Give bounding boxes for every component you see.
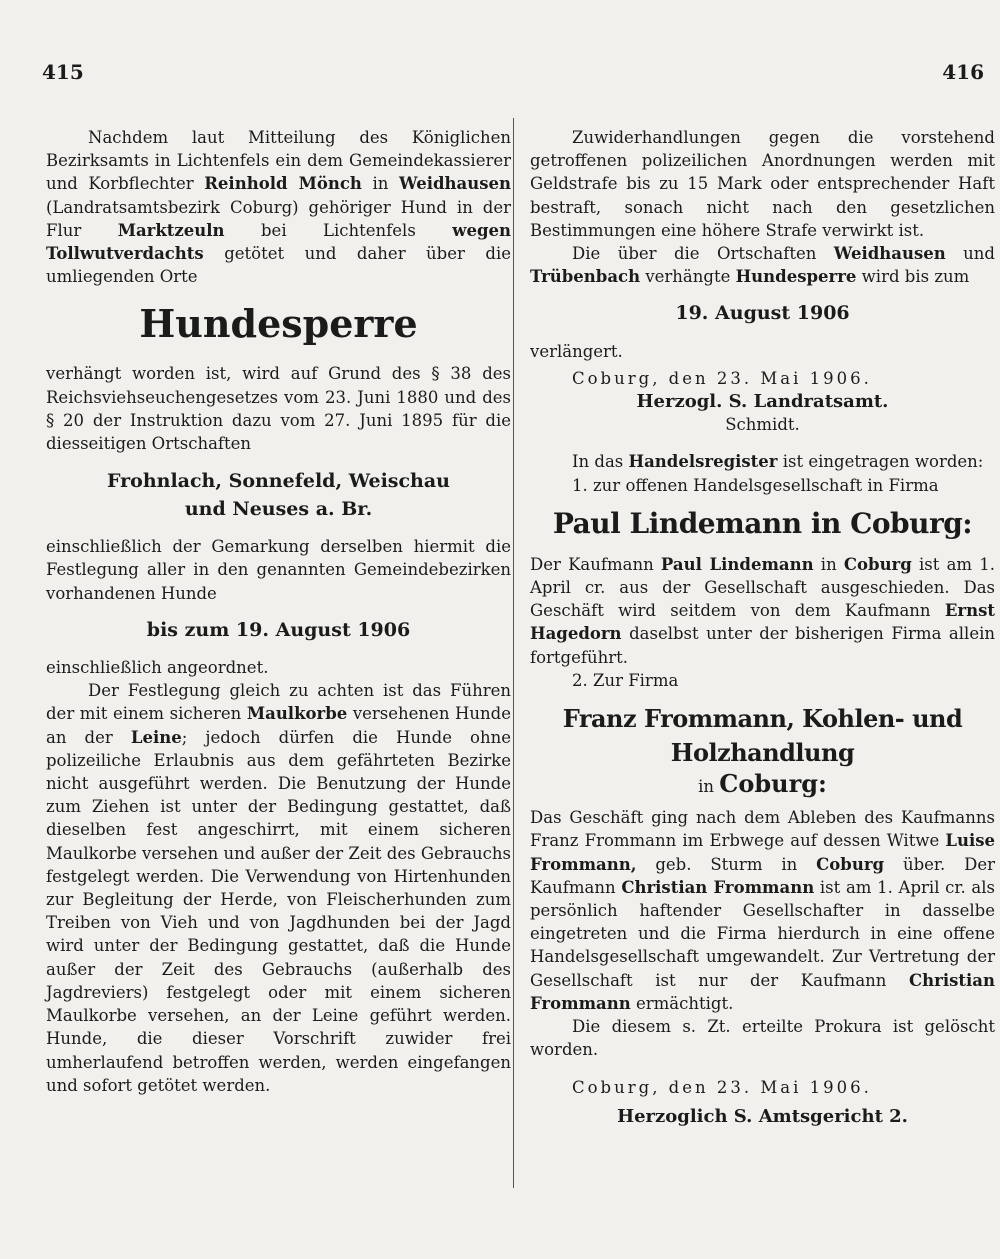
legal-basis-paragraph: verhängt worden ist, wird auf Grund des § 38 des Reichsviehseuchengesetzes vom 23. Juni 1880 und des § 20 der Instruktion dazu vom 27. Juni 1895 für die diesseitigen Ortschaften [46,364,511,454]
column-divider [513,118,514,1188]
notice-intro-paragraph: Nachdem laut Mitteilung des Königlichen Bezirksamts in Lichtenfels ein dem Gemeindekassierer und Korbflechter Reinhold Mönch in Weidhausen (Landratsamtsbezirk Coburg) gehöriger Hund in der Flur Marktzeuln bei Lichtenfels wegen Tollwutverdachts getötet und daher über die umliegenden Orte [46,128,511,287]
confinement-paragraph: einschließlich der Gemarkung derselben hiermit die Festlegung aller in den genannten Gemeindebezirken vorhandenen Hunde [46,537,511,603]
page-number-right: 416 [942,60,984,84]
page-number-left: 415 [42,60,84,84]
muzzle-rules-paragraph: Der Festlegung gleich zu achten ist das Führen der mit einem sicheren Maulkorbe versehenen Hunde an der Leine; jedoch dürfen die Hunde ohne polizeiliche Erlaubnis aus dem gefährteten Bezirke nicht ausgeführt werden. Die Benutzung der Hunde zum Ziehen ist unter der Bedingung gestattet, daß dieselben fest angeschirrt, mit einem sicheren Maulkorbe versehen und außer der Zeit des Gebrauchs festgelegt werden. Die Verwendung von Hirtenhunden zur Begleitung der Herde, von Fleischerhunden zum Treiben von Vieh und von Jagdhunden bei der Jagd wird unter der Bedingung gestattet, daß die Hunde außer der Zeit des Gebrauchs (außerhalb des Jagdreviers) festgelegt oder mit einem sicheren Maulkorbe versehen, an der Leine geführt werden. Hunde, die dieser Vorschrift zuwider frei umherlaufend betroffen werden, werden eingefangen und sofort getötet werden. [46,681,512,1095]
firm-name-2: Franz Frommann, Kohlen- und Holzhandlung [562,704,963,768]
place-date-1: Coburg, den 23. Mai 1906. [572,368,872,388]
hundesperre-heading: Hundesperre [139,301,418,347]
affected-places: Frohnlach, Sonnefeld, Weischau und Neuses a. Br. [106,470,450,521]
penalty-paragraph: Zuwiderhandlungen gegen die vorstehend getroffenen polizeilichen Anordnungen werden mit Geldstrafe bis zu 15 Mark oder entsprechender Haft bestraft, sonach nicht nach den gesetzlichen Bestimmungen eine höhere Strafe verwirkt ist. [530,128,995,240]
register-item-2: 2. Zur Firma [572,670,679,690]
register-item-1: 1. zur offenen Handelsgesellschaft in Firma [572,475,939,495]
authority-signature-1: Herzogl. S. Landratsamt. [636,391,889,413]
register-intro: In das Handelsregister ist eingetragen worden: [572,452,984,472]
firm-name-2-city: in Coburg: [698,769,827,799]
extension-paragraph: Die über die Ortschaften Weidhausen und Trübenbach verhängte Hundesperre wird bis zum [530,244,995,287]
prokura-paragraph: Die diesem s. Zt. erteilte Prokura ist gelöscht worden. [530,1017,995,1060]
extension-date-heading: 19. August 1906 [675,302,850,325]
signer-name-1: Schmidt. [725,415,800,435]
place-date-2: Coburg, den 23. Mai 1906. [572,1077,872,1097]
extended-line: verlängert. [530,341,623,361]
until-date-heading: bis zum 19. August 1906 [146,618,411,641]
firm-name-1: Paul Lindemann in Coburg: [552,506,973,540]
right-column [530,126,995,1128]
authority-signature-2: Herzoglich S. Amtsgericht 2. [617,1105,908,1127]
firm-1-paragraph: Der Kaufmann Paul Lindemann in Coburg ist am 1. April cr. aus der Gesellschaft ausgeschieden. Das Geschäft wird seitdem von dem Kaufmann Ernst Hagedorn daselbst unter der bisherigen Firma allein fortgeführt. [530,554,995,667]
left-column [46,126,511,1097]
ordered-line: einschließlich angeordnet. [46,658,269,678]
firm-2-paragraph: Das Geschäft ging nach dem Ableben des Kaufmanns Franz Frommann im Erbwege auf dessen Witwe Luise Frommann, geb. Sturm in Coburg über. Der Kaufmann Christian Frommann ist am 1. April cr. als persönlich haftender Gesellschafter in dasselbe eingetreten und die Firma hierdurch in eine offene Handelsgesellschaft umgewandelt. Zur Vertretung der Gesellschaft ist nur der Kaufmann Christian Frommann ermächtigt. [530,808,995,1013]
